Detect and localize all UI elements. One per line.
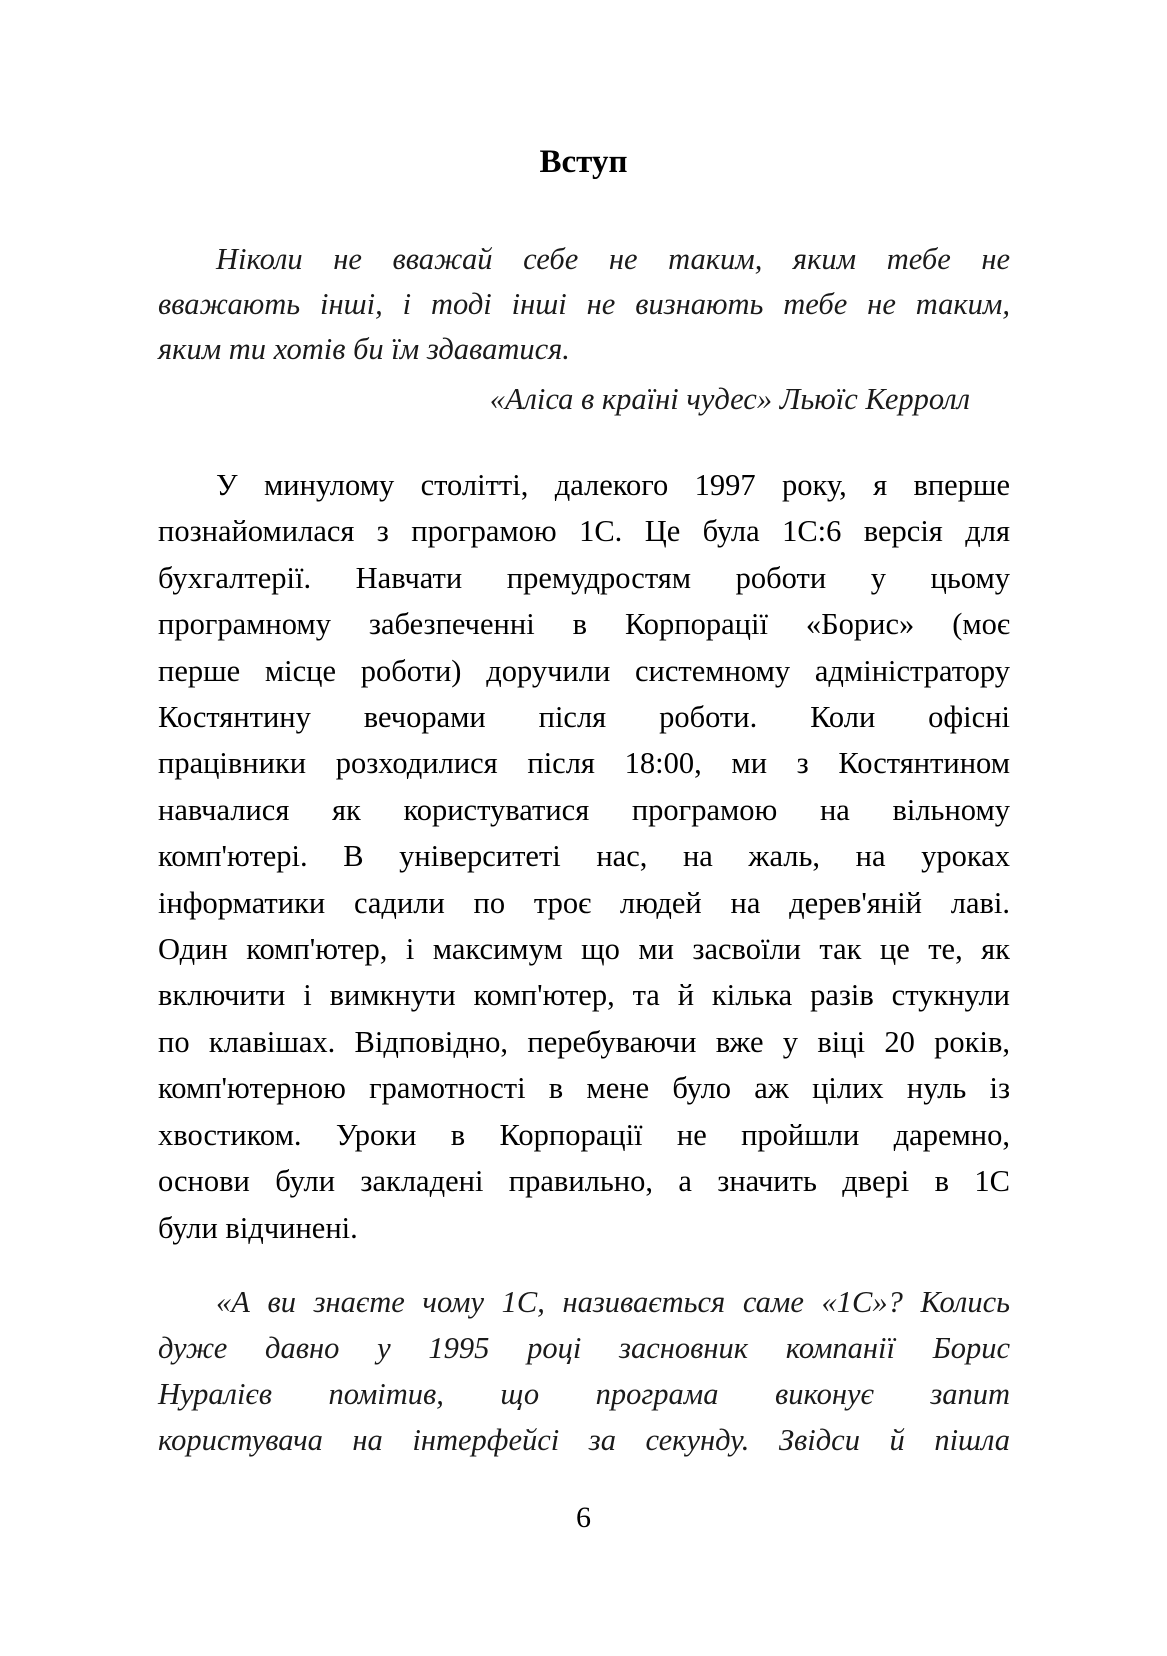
- quote-line: Нуралієв помітив, що програма виконує запит: [158, 1377, 1010, 1411]
- paragraph-line: хвостиком. Уроки в Корпорації не пройшли даремно,: [158, 1117, 1010, 1152]
- page-title: Вступ: [539, 144, 628, 180]
- epigraph: [158, 237, 1010, 372]
- paragraph-line: основи були закладені правильно, а значить двері в 1С: [158, 1164, 1010, 1199]
- paragraph-line: Костянтину вечорами після роботи. Коли офісні: [158, 700, 1010, 735]
- paragraph-line: бухгалтерії. Навчати премудростям роботи у цьому: [158, 560, 1010, 595]
- quote-line: «А ви знаєте чому 1С, називається саме «1С»? Колись: [216, 1285, 1010, 1319]
- paragraph-line: У минулому столітті, далекого 1997 року, я вперше: [216, 468, 1010, 502]
- paragraph-line: були відчинені.: [158, 1210, 358, 1245]
- page-number: 6: [576, 1501, 591, 1534]
- paragraph-line: познайомилася з програмою 1С. Це була 1С:6 версія для: [158, 514, 1010, 549]
- italic-quote: [158, 1279, 1010, 1463]
- epigraph-line: Ніколи не вважай себе не таким, яким тебе не: [216, 242, 1010, 276]
- paragraph-line: Один комп'ютер, і максимум що ми засвоїли так це те, як: [158, 932, 1010, 967]
- paragraph-line: працівники розходилися після 18:00, ми з Костянтином: [158, 746, 1010, 781]
- paragraph-line: інформатики садили по троє людей на дерев'яній лаві.: [158, 885, 1010, 920]
- paragraph-line: перше місце роботи) доручили системному адміністратору: [158, 653, 1010, 688]
- paragraph-line: комп'ютері. В університеті нас, на жаль, на уроках: [158, 839, 1010, 874]
- quote-line: дуже давно у 1995 році засновник компанії Борис: [158, 1331, 1010, 1365]
- paragraph-line: навчалися як користуватися програмою на вільному: [158, 792, 1010, 827]
- paragraph-line: включити і вимкнути комп'ютер, та й кілька разів стукнули: [158, 978, 1010, 1013]
- paragraph-line: програмному забезпеченні в Корпорації «Борис» (моє: [158, 607, 1010, 642]
- quote-line: користувача на інтерфейсі за секунду. Звідси й пішла: [158, 1423, 1010, 1457]
- epigraph-attribution: «Аліса в країні чудес» Льюїс Керролл: [489, 382, 970, 416]
- paragraph-line: по клавішах. Відповідно, перебуваючи вже у віці 20 років,: [158, 1024, 1010, 1059]
- epigraph-line: яким ти хотів би їм здаватися.: [158, 332, 570, 366]
- paragraph-line: комп'ютерною грамотності в мене було аж цілих нуль із: [158, 1071, 1010, 1106]
- body-paragraph: [158, 462, 1010, 1251]
- epigraph-line: вважають інші, і тоді інші не визнають тебе не таким,: [158, 287, 1010, 321]
